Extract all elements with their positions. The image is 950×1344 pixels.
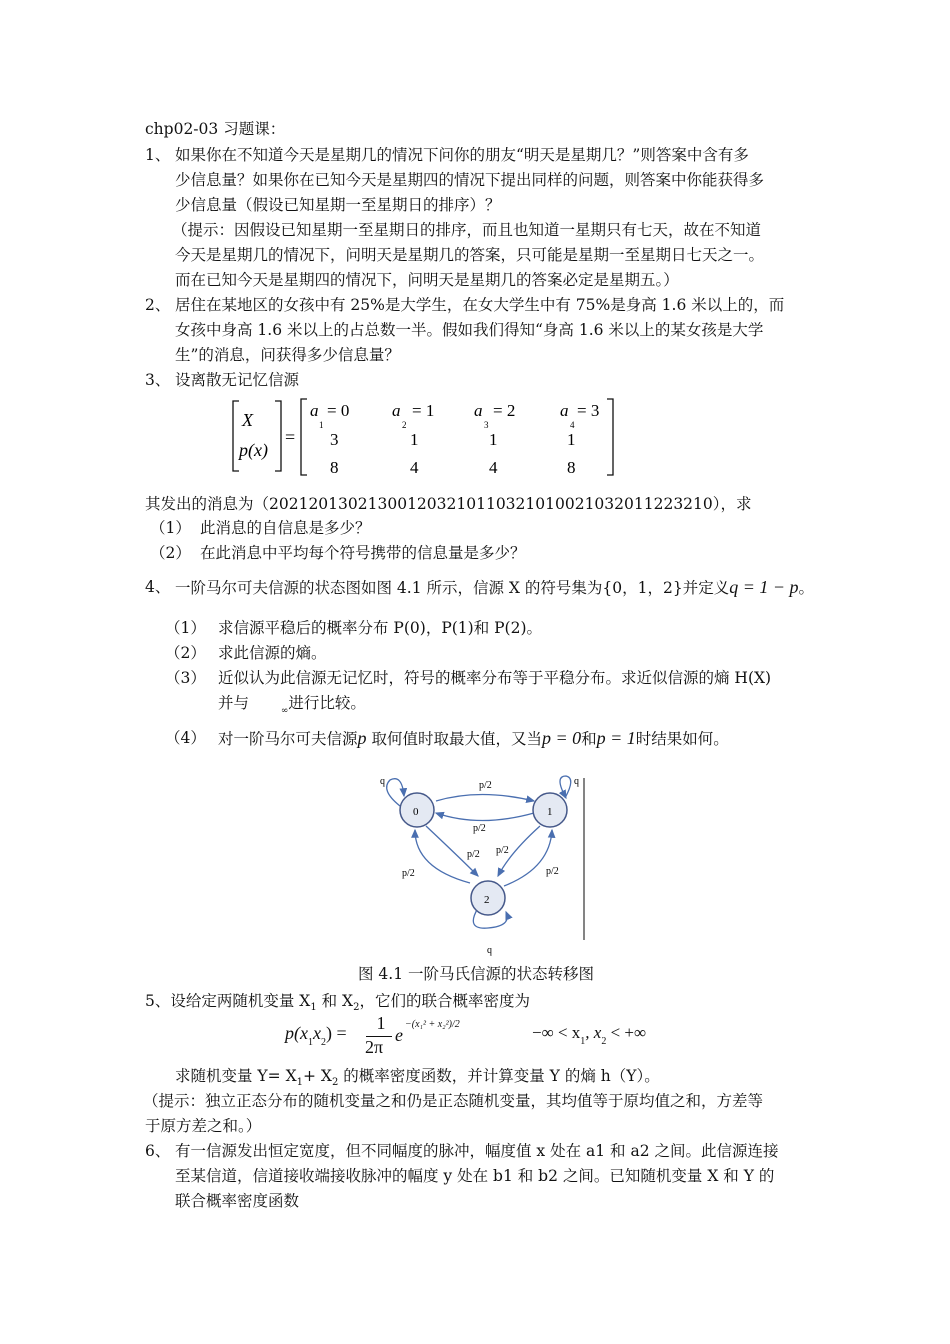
q4-text-b: 。 xyxy=(798,579,815,597)
q6-line-2: 至某信道，信道接收端接收脉冲的幅度 y 处在 b1 和 b2 之间。已知随机变量 X 和 Y 的 xyxy=(175,1167,775,1185)
matrix-x: X xyxy=(242,410,253,430)
q4-number: 4、 xyxy=(145,578,171,596)
q5-range: −∞ < $x_1$, $x_2$ < +∞ xyxy=(532,1023,647,1047)
figure-caption: 图 4.1 一阶马氏信源的状态转移图 xyxy=(358,965,595,983)
q5-frac-num: 1 xyxy=(376,1013,386,1033)
q3-sub1-number: （1） xyxy=(150,519,191,537)
node-label-1: 1 xyxy=(547,806,553,818)
svg-text:4: 4 xyxy=(410,458,419,477)
q2-line-2: 女孩中身高 1.6 米以上的占总数一半。假如我们得知“身高 1.6 米以上的某女孩是大学 xyxy=(175,321,764,339)
q4-sub1-text: 求信源平稳后的概率分布 P(0)，P(1)和 P(2)。 xyxy=(218,619,543,637)
svg-text:a: a xyxy=(392,401,401,420)
loop-label-2: q xyxy=(487,945,492,956)
infinity-subscript: ∞ xyxy=(280,706,289,716)
svg-text:1: 1 xyxy=(489,430,498,449)
svg-text:= 3: = 3 xyxy=(577,401,600,420)
svg-text:3: 3 xyxy=(484,420,489,430)
q4-sub2-number: （2） xyxy=(165,644,206,662)
q1-hint-2: 今天是星期几的情况下，问明天是星期几的答案，只可能是星期一至星期日七天之一。 xyxy=(175,246,765,264)
svg-text:a: a xyxy=(560,401,569,420)
q5-hint-2: 于原方差之和。） xyxy=(145,1117,262,1135)
q3-number: 3、 xyxy=(145,371,171,389)
q5-exp-base: e xyxy=(395,1025,403,1045)
q1-line-1: 如果你在不知道今天是星期几的情况下问你的朋友“明天是星期几？”则答案中含有多 xyxy=(175,146,749,164)
q4-sub2-text: 求此信源的熵。 xyxy=(218,644,327,662)
q4-math-q: q = 1 − p xyxy=(729,577,799,597)
q5-hint-1: （提示：独立正态分布的随机变量之和仍是正态随机变量，其均值等于原均值之和，方差等 xyxy=(143,1092,764,1110)
q4-sub3-line2: 并与 $_\infty$进行比较。 xyxy=(218,694,366,716)
loop-1 xyxy=(560,776,571,798)
node-label-0: 0 xyxy=(413,806,419,818)
q4-sub3-text: 近似认为此信源无记忆时，符号的概率分布等于平稳分布。求近似信源的熵 H(X) xyxy=(218,669,772,687)
matrix-column-1 xyxy=(310,401,349,477)
q3-sub2-number: （2） xyxy=(150,544,191,562)
q5-formula-lhs: $p(x_1x_2)$ = xyxy=(285,1023,347,1048)
q6-line-1: 有一信源发出恒定宽度，但不同幅度的脉冲，幅度值 x 处在 a1 和 a2 之间。此信源连接 xyxy=(175,1142,779,1160)
svg-text:= 1: = 1 xyxy=(412,401,435,420)
svg-text:a: a xyxy=(474,401,483,420)
q1-hint-1: （提示：因假设已知星期一至星期日的排序，而且也知道一星期只有七天，故在不知道 xyxy=(172,221,762,239)
svg-text:8: 8 xyxy=(330,458,339,477)
q4-sub4-text: 对一阶马尔可夫信源p 取何值时取最大值，又当p = 0和p = 1时结果如何。 xyxy=(218,728,729,748)
q1-line-3: 少信息量（假设已知星期一至星期日的排序）？ xyxy=(175,196,501,214)
svg-text:1: 1 xyxy=(567,430,576,449)
q6-number: 6、 xyxy=(145,1142,171,1160)
q2-number: 2、 xyxy=(145,296,171,314)
q4-sub3-number: （3） xyxy=(165,669,206,687)
edge-label-02: p/2 xyxy=(467,849,480,860)
q4-text-a: 一阶马尔可夫信源的状态图如图 4.1 所示，信源 X 的符号集为{0，1，2}并定义 xyxy=(175,579,730,597)
edge-label-21: p/2 xyxy=(546,866,559,877)
q5-line2: 求随机变量 $Y= X_1+ X_2$ 的概率密度函数，并计算变量 Y 的熵 h（Y）。 xyxy=(175,1067,660,1088)
q2-line-1: 居住在某地区的女孩中有 25%是大学生，在女大学生中有 75%是身高 1.6 米以上的，而 xyxy=(175,296,785,314)
edge-2-to-1 xyxy=(504,830,552,886)
matrix-equals: = xyxy=(285,427,296,447)
q3-message: 其发出的消息为（202120130213001203210110321010021032011223210），求 xyxy=(145,495,752,513)
q4-sub4-number: （4） xyxy=(165,729,206,747)
svg-text:4: 4 xyxy=(570,420,575,430)
q1-number: 1、 xyxy=(145,146,171,164)
loop-label-0: q xyxy=(380,776,385,787)
q5-frac-den: 2π xyxy=(365,1037,384,1057)
svg-text:a: a xyxy=(310,401,319,420)
matrix-column-2 xyxy=(392,401,434,477)
edge-1-to-0 xyxy=(436,813,534,821)
matrix-column-4 xyxy=(560,401,599,477)
node-label-2: 2 xyxy=(484,894,490,906)
svg-text:1: 1 xyxy=(319,420,324,430)
q4-sub1-number: （1） xyxy=(165,619,206,637)
state-transition-diagram xyxy=(370,768,600,960)
svg-text:2: 2 xyxy=(402,420,407,430)
matrix-px: p(x) xyxy=(239,440,268,460)
edge-label-12: p/2 xyxy=(496,845,509,856)
q1-line-2: 少信息量？如果你在已知今天是星期四的情况下提出同样的问题，则答案中你能获得多 xyxy=(175,171,765,189)
q5-intro: 5、设给定两随机变量 $X_1$ 和 $X_2$，它们的联合概率密度为 xyxy=(145,992,530,1013)
edge-2-to-0 xyxy=(415,830,470,883)
svg-text:8: 8 xyxy=(567,458,576,477)
edge-label-mid: p/2 xyxy=(473,823,486,834)
svg-text:3: 3 xyxy=(330,430,339,449)
q2-line-3: 生”的消息，问获得多少信息量？ xyxy=(175,346,400,364)
q3-sub2-text: 在此消息中平均每个符号携带的信息量是多少？ xyxy=(200,544,526,562)
loop-label-1: q xyxy=(574,776,579,787)
q1-hint-3: 而在已知今天是星期四的情况下，问明天是星期几的答案必定是星期五。） xyxy=(175,271,679,289)
source-matrix xyxy=(225,395,625,480)
edge-label-20: p/2 xyxy=(402,868,415,879)
edge-0-to-1 xyxy=(436,795,534,802)
svg-text:= 2: = 2 xyxy=(493,401,516,420)
matrix-column-3 xyxy=(474,401,515,477)
q3-intro: 设离散无记忆信源 xyxy=(175,371,300,389)
edge-label-top: p/2 xyxy=(479,780,492,791)
q3-sub1-text: 此消息的自信息是多少？ xyxy=(200,519,371,537)
q5-exponent: −(x₁² + x₂²)/2 xyxy=(405,1019,460,1030)
svg-text:1: 1 xyxy=(410,430,419,449)
svg-text:4: 4 xyxy=(489,458,498,477)
svg-text:= 0: = 0 xyxy=(327,401,350,420)
q6-line-3: 联合概率密度函数 xyxy=(175,1192,300,1210)
header: chp02-03 习题课： xyxy=(145,120,286,138)
q4-intro xyxy=(175,576,814,599)
